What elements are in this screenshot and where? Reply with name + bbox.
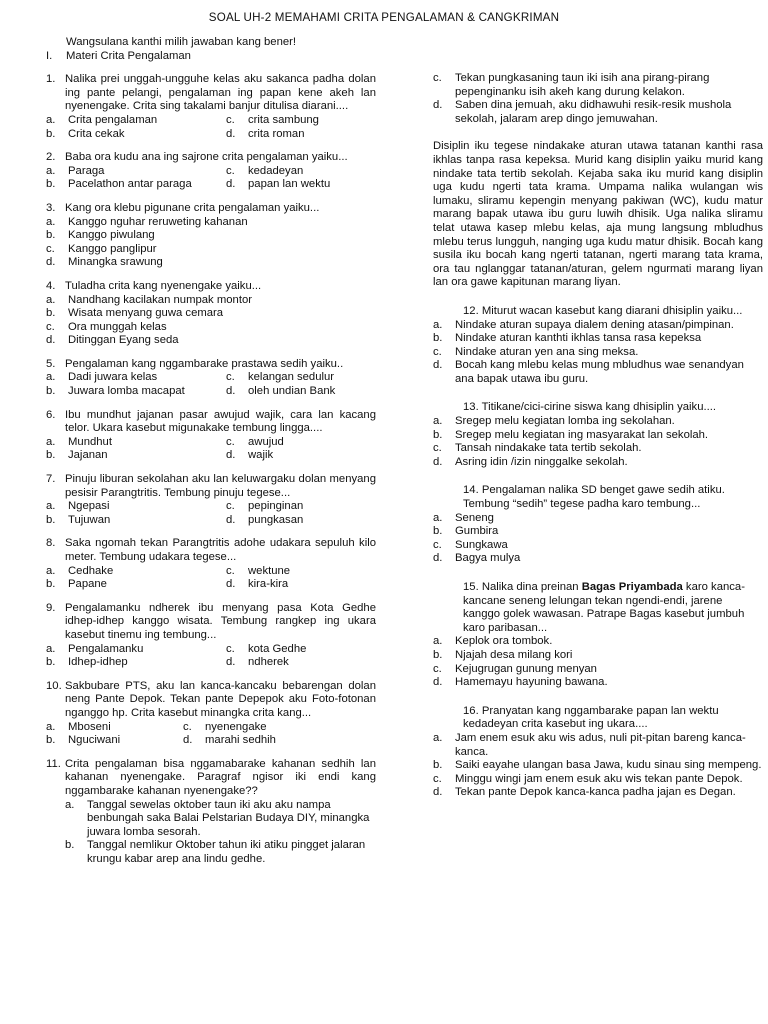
option-letter: c.	[226, 564, 235, 577]
answer-options	[46, 643, 376, 670]
answer-option	[226, 436, 376, 450]
question-item	[46, 202, 376, 270]
question-text: Pinuju liburan sekolahan aku lan keluwargaku dolan menyang pesisir Parangtritis. Tembung pinuju tegese...	[65, 473, 376, 499]
question-text: Tuladha crita kang nyenengake yaiku...	[65, 279, 262, 292]
section-number: I.	[46, 49, 53, 62]
answer-option	[433, 512, 763, 526]
answer-option	[433, 429, 763, 443]
option-text: Dadi juwara kelas	[68, 371, 158, 384]
option-text: Kanggo panglipur	[68, 242, 157, 255]
option-text: Bagya mulya	[455, 552, 521, 565]
option-text: Papane	[68, 578, 107, 591]
question-number: 8.	[46, 537, 56, 550]
option-text: Tujuwan	[68, 513, 111, 526]
question-item	[46, 680, 376, 748]
option-letter: b.	[46, 385, 56, 398]
option-letter: d.	[226, 127, 236, 140]
option-text: papan lan wektu	[248, 178, 331, 191]
answer-option	[433, 346, 763, 360]
answer-option	[226, 656, 376, 670]
question-item	[46, 409, 376, 463]
answer-option	[226, 385, 376, 399]
option-text: Tekan pante Depok kanca-kanca padha jajan es Degan.	[455, 786, 736, 799]
option-letter: c.	[46, 242, 55, 255]
question-text: Pengalamanku ndherek ibu menyang pasa Kota Gedhe idhep-idhep kanggo wisata. Tembung rangkep ing ukara kasebut tinemu ing tembung...	[65, 601, 376, 641]
option-letter: a.	[46, 500, 56, 513]
answer-option	[433, 415, 763, 429]
answer-option	[46, 500, 226, 514]
option-letter: b.	[46, 307, 56, 320]
question-number: 16.	[463, 704, 482, 717]
question-stem	[433, 705, 763, 732]
question-stem	[46, 680, 376, 721]
left-column	[46, 36, 376, 866]
answer-options	[46, 165, 376, 192]
option-text: Nindake aturan yen ana sing meksa.	[455, 345, 639, 358]
option-letter: c.	[226, 371, 235, 384]
answer-options	[46, 565, 376, 592]
option-letter: b.	[433, 332, 443, 345]
answer-option	[433, 732, 763, 759]
answer-option	[183, 734, 333, 748]
question-stem	[433, 484, 763, 511]
option-text: pungkasan	[248, 513, 304, 526]
question-item	[433, 484, 763, 566]
answer-option	[226, 643, 376, 657]
question-item	[46, 358, 376, 399]
option-text: crita sambung	[248, 113, 319, 126]
option-letter: a.	[46, 564, 56, 577]
answer-option	[226, 514, 376, 528]
answer-option	[433, 539, 763, 553]
option-text: Kanggo nguhar reruweting kahanan	[68, 215, 248, 228]
answer-option	[433, 332, 763, 346]
option-letter: a.	[433, 635, 443, 648]
answer-option	[226, 114, 376, 128]
answer-option	[433, 359, 763, 386]
answer-option	[433, 635, 763, 649]
answer-options	[433, 319, 763, 387]
question-stem	[46, 537, 376, 564]
answer-option	[46, 565, 226, 579]
option-letter: c.	[226, 500, 235, 513]
question-item	[46, 280, 376, 348]
option-letter: b.	[46, 578, 56, 591]
option-letter: d.	[433, 552, 443, 565]
question-number: 10.	[46, 679, 62, 692]
answer-option	[226, 500, 376, 514]
option-letter: d.	[433, 455, 443, 468]
option-text: Seneng	[455, 511, 494, 524]
option-letter: c.	[433, 345, 442, 358]
answer-option	[226, 449, 376, 463]
answer-option	[46, 216, 376, 230]
character-name: Bagas Priyambada	[581, 581, 683, 593]
answer-option	[433, 676, 763, 690]
answer-option	[46, 321, 376, 335]
answer-option	[46, 243, 376, 257]
question-number: 5.	[46, 357, 56, 370]
answer-option	[226, 565, 376, 579]
option-text: Keplok ora tombok.	[455, 635, 553, 648]
answer-option	[433, 525, 763, 539]
answer-option	[46, 114, 226, 128]
answer-option	[433, 99, 763, 126]
option-letter: d.	[433, 676, 443, 689]
option-letter: a.	[433, 415, 443, 428]
option-letter: c.	[433, 442, 442, 455]
option-text: Saiki eayahe ulangan basa Jawa, kudu sinau sing mempeng.	[455, 759, 762, 772]
option-letter: d.	[433, 786, 443, 799]
option-text: Sregep melu kegiatan lomba ing sekolahan.	[455, 415, 675, 428]
question-number: 3.	[46, 201, 56, 214]
answer-option	[46, 294, 376, 308]
question-number: 15.	[463, 581, 482, 593]
question-text	[463, 705, 719, 731]
question-item	[433, 401, 763, 469]
answer-option	[226, 371, 376, 385]
option-text: wajik	[248, 449, 274, 462]
option-text: Pengalamanku	[68, 642, 144, 655]
question-text	[482, 401, 716, 413]
answer-option	[46, 385, 226, 399]
option-text: kota Gedhe	[248, 642, 307, 655]
option-text: Minangka srawung	[68, 256, 163, 269]
answer-option	[433, 319, 763, 333]
option-letter: d.	[226, 385, 236, 398]
option-text: Sungkawa	[455, 538, 508, 551]
question-number: 13.	[463, 401, 482, 414]
option-letter: b.	[46, 127, 56, 140]
option-text: Mundhut	[68, 435, 112, 448]
question-text	[482, 305, 743, 317]
option-letter: b.	[46, 229, 56, 242]
option-text: marahi sedhih	[205, 734, 276, 747]
option-letter: b.	[433, 428, 443, 441]
option-text: Kanggo piwulang	[68, 229, 155, 242]
question-text: Kang ora klebu pigunane crita pengalaman yaiku...	[65, 201, 320, 214]
answer-option	[433, 663, 763, 677]
question-text	[463, 484, 725, 510]
question-number: 1.	[46, 73, 56, 86]
question-number: 4.	[46, 279, 56, 292]
option-text: kira-kira	[248, 578, 289, 591]
option-letter: c.	[226, 113, 235, 126]
option-letter: b.	[46, 656, 56, 669]
option-letter: d.	[226, 178, 236, 191]
page-title: SOAL UH-2 MEMAHAMI CRITA PENGALAMAN & CANGKRIMAN	[208, 11, 560, 24]
question-stem	[433, 581, 763, 635]
question-number: 12.	[463, 304, 482, 317]
question-stem	[46, 409, 376, 436]
question-number: 9.	[46, 601, 56, 614]
question-text-part: Pranyatan kang nggambarake papan lan wektu kedadeyan crita kasebut ing ukara....	[463, 704, 719, 731]
question-text	[463, 581, 745, 634]
answer-options	[46, 216, 376, 270]
answer-option	[183, 721, 333, 735]
question-text: Sakbubare PTS, aku lan kanca-kancaku bebarengan dolan neng Pante Depok. Tekan pante Depepok aku Foto-fotonan nganggo hp. Crita kasebut minangka crita kang...	[65, 679, 376, 719]
section-heading	[46, 50, 376, 64]
answer-option	[46, 721, 183, 735]
option-text: Paraga	[68, 164, 105, 177]
answer-option	[46, 178, 226, 192]
option-letter: a.	[46, 215, 56, 228]
answer-options	[46, 799, 376, 867]
question-text: Ibu mundhut jajanan pasar awujud wajik, cara lan kacang telor. Ukara kasebut migunakake tembung lingga....	[65, 408, 376, 435]
option-text: Nindake aturan supaya dialem dening atasan/pimpinan.	[455, 318, 734, 331]
option-letter: d.	[433, 99, 443, 112]
option-text: ndherek	[248, 656, 289, 669]
option-text: Nindake aturan kanthti ikhlas tansa rasa kepeksa	[455, 332, 702, 345]
q11-continued-options	[433, 72, 763, 126]
option-letter: c.	[183, 720, 192, 733]
option-letter: c.	[226, 435, 235, 448]
question-text-part: Miturut wacan kasebut kang diarani dhisiplin yaiku...	[481, 304, 743, 317]
answer-option	[46, 449, 226, 463]
question-text: Crita pengalaman bisa nggamabarake kahanan sedhih lan kahanan nyenengake. Paragraf ngisor iki endi kang nggambarake kahanan nyenengake??	[65, 757, 376, 797]
question-number: 2.	[46, 151, 56, 164]
option-text: oleh undian Bank	[248, 385, 336, 398]
option-letter: b.	[46, 449, 56, 462]
question-stem	[46, 473, 376, 500]
option-letter: d.	[433, 359, 443, 372]
option-letter: c.	[433, 538, 442, 551]
question-stem	[46, 602, 376, 643]
reading-passage: Disiplin iku tegese nindakake aturan utawa tatanan kanthi rasa ikhlas tanpa rasa kepeksa. Murid kang disiplin yaiku murid kang nindake tata tertib sekolah. Kejaba saka iku murid kang disiplin uga kudu ngerti tata krama. Umpama nalika wulangan wis lumaku, sliramu kepengin menyang pakiwan (WC), kudu matur marang bapak utawa ibu guru luwih dhisik. Uga nalika sliramu telat utawa kasep mlebu kelas, aja mung langsung mbludhus mlebu terus lungguh, nanging uga kudu matur dhisik. Bocah kang susila iku bocah kang ngerti tatanan, ngerti marang tata krama, ora tau nglanggar tatanan/aturan, gelem ngurmati marang liyan lan ora gawe kapitunan marang liyan.	[433, 140, 763, 289]
question-item	[46, 758, 376, 867]
option-letter: a.	[46, 371, 56, 384]
question-number: 7.	[46, 473, 56, 486]
answer-option	[46, 165, 226, 179]
option-letter: a.	[46, 435, 56, 448]
question-stem	[46, 151, 376, 165]
answer-option	[46, 256, 376, 270]
option-text: Juwara lomba macapat	[68, 385, 185, 398]
section-label: Materi Crita Pengalaman	[66, 49, 191, 62]
option-text: Sregep melu kegiatan ing masyarakat lan sekolah.	[455, 428, 709, 441]
option-text: kelangan sedulur	[248, 371, 335, 384]
option-text: Minggu wingi jam enem esuk aku wis tekan pante Depok.	[455, 772, 743, 785]
question-text: Pengalaman kang nggambarake prastawa sedih yaiku..	[65, 357, 344, 370]
option-text: Ora munggah kelas	[68, 320, 167, 333]
option-letter: a.	[433, 511, 443, 524]
option-text: Tanggal nemlikur Oktober tahun iki atiku pingget jalaran krungu kabar arep ana lindu gedhe.	[87, 839, 366, 865]
option-text: awujud	[248, 435, 284, 448]
option-text: Tansah nindakake tata tertib sekolah.	[455, 442, 642, 455]
question-number: 14.	[463, 484, 482, 497]
option-text: Jam enem esuk aku wis adus, nuli pit-pitan bareng kanca-kanca.	[455, 731, 746, 758]
question-item	[433, 305, 763, 387]
question-text-part: Nalika dina preinan	[481, 581, 582, 593]
option-letter: a.	[46, 164, 56, 177]
option-letter: a.	[46, 720, 56, 733]
answer-option	[433, 456, 763, 470]
answer-options	[46, 114, 376, 141]
answer-option	[433, 759, 763, 773]
option-letter: b.	[46, 513, 56, 526]
answer-option	[46, 643, 226, 657]
question-item	[46, 602, 376, 670]
answer-options	[433, 732, 763, 800]
option-letter: d.	[226, 578, 236, 591]
option-letter: c.	[433, 72, 442, 84]
answer-option	[65, 799, 376, 840]
question-item	[46, 537, 376, 591]
answer-option	[226, 578, 376, 592]
answer-option	[46, 128, 226, 142]
question-number: 11.	[46, 757, 61, 770]
option-letter: d.	[183, 734, 193, 747]
option-letter: c.	[46, 320, 55, 333]
question-stem	[46, 758, 376, 799]
question-item	[46, 473, 376, 527]
answer-option	[433, 442, 763, 456]
option-text: Idhep-idhep	[68, 656, 128, 669]
option-text: Ditinggan Eyang seda	[68, 334, 179, 347]
option-text: crita roman	[248, 127, 305, 140]
question-text: Baba ora kudu ana ing sajrone crita pengalaman yaiku...	[65, 151, 348, 164]
option-letter: b.	[433, 759, 443, 772]
right-column	[433, 72, 763, 800]
answer-option	[433, 552, 763, 566]
option-text: Wisata menyang guwa cemara	[68, 307, 224, 320]
question-item	[433, 705, 763, 800]
answer-option	[46, 578, 226, 592]
answer-option	[46, 371, 226, 385]
answer-options	[433, 512, 763, 566]
answer-option	[65, 839, 376, 866]
answer-option	[433, 72, 763, 99]
option-text: Gumbira	[455, 525, 499, 538]
option-letter: d.	[46, 334, 56, 347]
answer-option	[226, 128, 376, 142]
option-letter: a.	[433, 731, 443, 744]
option-text: Saben dina jemuah, aku didhawuhi resik-resik mushola sekolah, jalaram arep dingo jemuwahan.	[455, 99, 732, 125]
option-letter: b.	[46, 734, 56, 747]
question-stem	[46, 280, 376, 294]
answer-option	[226, 165, 376, 179]
option-text: Hamemayu hayuning bawana.	[455, 676, 608, 689]
answer-option	[433, 773, 763, 787]
question-stem	[46, 202, 376, 216]
option-text: Kejugrugan gunung menyan	[455, 662, 597, 675]
option-text: wektune	[248, 564, 291, 577]
answer-option	[433, 786, 763, 800]
answer-options	[46, 721, 376, 748]
answer-options	[46, 294, 376, 348]
answer-option	[46, 334, 376, 348]
answer-option	[46, 734, 183, 748]
option-letter: d.	[226, 513, 236, 526]
option-text: Nandhang kacilakan numpak montor	[68, 293, 252, 306]
option-text: Tanggal sewelas oktober taun iki aku aku nampa benbungah saka Balai Pelstarian Budaya DIY, minangka juwara lomba sesorah.	[87, 798, 370, 838]
answer-option	[46, 229, 376, 243]
option-text: Tekan pungkasaning taun iki isih ana pirang-pirang pepenginanku isih akeh kang durung kelakon.	[455, 72, 710, 98]
question-item	[46, 73, 376, 141]
option-letter: d.	[226, 449, 236, 462]
question-text-part: Pengalaman nalika SD benget gawe sedih atiku. Tembung “sedih” tegese padha karo tembung...	[463, 484, 725, 511]
option-letter: b.	[433, 525, 443, 538]
option-letter: a.	[433, 318, 443, 331]
option-letter: a.	[46, 293, 56, 306]
option-letter: a.	[46, 642, 56, 655]
answer-option	[226, 178, 376, 192]
option-letter: c.	[226, 642, 235, 655]
option-letter: d.	[46, 256, 56, 269]
option-text: Mboseni	[68, 720, 111, 733]
option-text: Ngepasi	[68, 500, 110, 513]
question-item	[46, 151, 376, 192]
question-stem	[433, 401, 763, 415]
option-text: Njajah desa milang kori	[455, 648, 573, 661]
option-text: kedadeyan	[248, 164, 304, 177]
option-text: Asring idin /izin ninggalke sekolah.	[455, 455, 628, 468]
option-letter: a.	[65, 798, 75, 811]
answer-options	[46, 436, 376, 463]
question-text: Nalika prei unggah-ungguhe kelas aku sakanca padha dolan ing pante pelangi, pengalaman ing papan kene akeh lan nyenengake. Crita sing takalami banjur ditulisa diarani....	[65, 73, 376, 113]
option-letter: b.	[433, 648, 443, 661]
question-stem	[46, 358, 376, 372]
option-letter: b.	[65, 839, 75, 852]
answer-options	[46, 371, 376, 398]
option-letter: b.	[46, 178, 56, 191]
question-number: 6.	[46, 408, 56, 421]
option-text: Pacelathon antar paraga	[68, 178, 192, 191]
answer-options	[433, 415, 763, 469]
answer-option	[46, 436, 226, 450]
option-letter: c.	[433, 662, 442, 675]
answer-options	[46, 500, 376, 527]
answer-options	[433, 635, 763, 689]
instruction: Wangsulana kanthi milih jawaban kang bener!	[66, 36, 297, 48]
answer-option	[433, 649, 763, 663]
option-letter: c.	[226, 164, 235, 177]
option-text: pepinginan	[248, 500, 304, 513]
question-text-part: Titikane/cici-cirine siswa kang dhisiplin yaiku....	[481, 401, 717, 414]
option-text: nyenengake	[205, 720, 267, 733]
question-text: Saka ngomah tekan Parangtritis adohe udakara sepuluh kilo meter. Tembung udakara tegese...	[65, 537, 376, 563]
option-text: Crita cekak	[68, 127, 125, 140]
answer-option	[46, 514, 226, 528]
option-letter: d.	[226, 656, 236, 669]
question-text-part: karo kanca-kancane seneng lelungan tekan ngendi-endi, jarene kanggo golek wawasan. Patrape Bagas kasebut jumbuh karo paribasan...	[463, 581, 745, 634]
option-text: Nguciwani	[68, 734, 121, 747]
answer-option	[46, 307, 376, 321]
answer-option	[46, 656, 226, 670]
question-item	[433, 581, 763, 690]
option-letter: a.	[46, 113, 56, 126]
option-text: Jajanan	[68, 449, 108, 462]
question-stem	[433, 305, 763, 319]
option-text: Crita pengalaman	[68, 113, 158, 126]
option-text: Bocah kang mlebu kelas mung mbludhus wae senandyan ana bapak utawa ibu guru.	[455, 359, 744, 385]
option-letter: c.	[433, 772, 442, 785]
question-stem	[46, 73, 376, 114]
option-text: Cedhake	[68, 564, 114, 577]
